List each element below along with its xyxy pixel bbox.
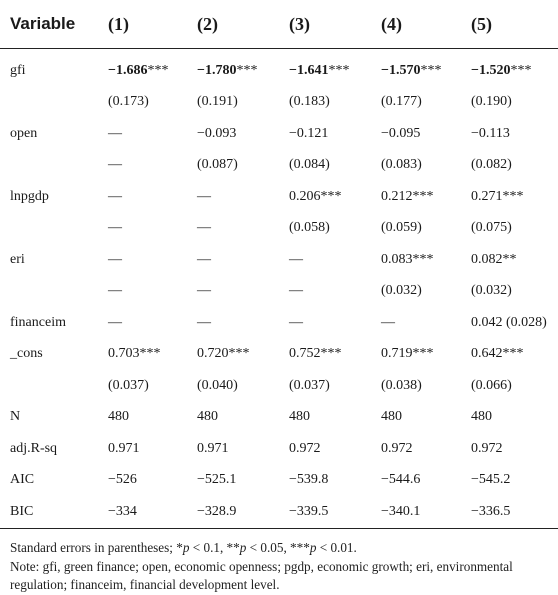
table-cell: 0.082** (471, 251, 517, 267)
table-cell: 0.271*** (471, 188, 524, 204)
table-row (0, 496, 558, 528)
table-cell: −1.780*** (197, 62, 258, 78)
table-cell: 0.971 (108, 440, 140, 456)
table-cell: 480 (108, 409, 129, 425)
header-model-2: (2) (187, 0, 279, 49)
table-cell: 0.212*** (381, 188, 434, 204)
row-label: N (10, 409, 21, 425)
header-model-4: (4) (371, 0, 461, 49)
table-row (0, 465, 558, 497)
table-row (0, 307, 558, 339)
table-cell: (0.177) (381, 94, 422, 110)
table-cell: −334 (98, 496, 187, 528)
table-cell: −1.641*** (289, 62, 350, 78)
table-cell: 0.720*** (197, 346, 250, 362)
row-label (0, 276, 98, 308)
table-cell: — (108, 220, 122, 236)
table-cell: −525.1 (197, 472, 237, 488)
table-cell: (0.032) (381, 283, 422, 299)
significance-note: Standard errors in parentheses; *p < 0.1, **p < 0.05, ***p < 0.01. (10, 540, 357, 555)
table-cell: — (197, 220, 211, 236)
table-row (0, 276, 558, 308)
header-model-5: (5) (461, 0, 558, 49)
table-cell: 0.972 (381, 440, 413, 456)
table-cell: 0.206*** (289, 188, 342, 204)
table-cell: — (289, 314, 303, 330)
table-row (0, 339, 558, 371)
table-body (0, 49, 558, 529)
table-cell: (0.038) (381, 377, 422, 393)
table-cell: −328.9 (187, 496, 279, 528)
table-cell: (0.191) (197, 94, 238, 110)
table-cell: 0.719*** (381, 346, 434, 362)
row-label: BIC (0, 496, 98, 528)
table-cell: −336.5 (461, 496, 558, 528)
header-model-3: (3) (279, 0, 371, 49)
table-cell: −539.8 (289, 472, 329, 488)
table-row (0, 87, 558, 119)
table-cell: — (289, 251, 303, 267)
table-cell: (0.082) (471, 157, 512, 173)
table-cell: (0.173) (108, 94, 149, 110)
table-cell: −340.1 (371, 496, 461, 528)
table-cell: 480 (197, 409, 218, 425)
table-notes (10, 539, 555, 595)
table-cell: −0.121 (289, 125, 329, 141)
table-cell: (0.084) (289, 157, 330, 173)
row-label: financeim (10, 314, 66, 330)
table-cell: 0.972 (289, 440, 321, 456)
table-cell: — (197, 314, 211, 330)
table-cell: — (108, 283, 122, 299)
table-cell: — (108, 251, 122, 267)
table-cell: (0.037) (289, 377, 330, 393)
table-cell: — (197, 188, 211, 204)
header-variable: Variable (0, 0, 98, 49)
table-cell: 0.083*** (381, 251, 434, 267)
table-row (0, 213, 558, 245)
table-cell: −1.686*** (108, 62, 169, 78)
table-cell: 0.642*** (471, 346, 524, 362)
row-label (0, 213, 98, 245)
row-label: _cons (10, 346, 43, 362)
table-cell: — (381, 314, 395, 330)
table-cell: 480 (289, 409, 310, 425)
table-row (0, 244, 558, 276)
table-cell: −1.570*** (381, 62, 442, 78)
table-cell: 480 (381, 409, 402, 425)
table-cell: (0.040) (197, 377, 238, 393)
table-cell: (0.183) (289, 94, 330, 110)
table-cell: 0.972 (471, 440, 503, 456)
row-label: lnpgdp (10, 188, 49, 204)
row-label: adj.R-sq (10, 440, 58, 456)
table-cell: −0.095 (381, 125, 421, 141)
table-cell: 480 (471, 409, 492, 425)
table-cell: — (108, 188, 122, 204)
table-cell: −544.6 (381, 472, 421, 488)
table-cell: (0.075) (471, 220, 512, 236)
table-row (0, 370, 558, 402)
row-label (0, 150, 98, 182)
table-cell: −0.113 (471, 125, 510, 141)
table-cell: 0.752*** (289, 346, 342, 362)
table-row (0, 150, 558, 182)
table-cell: −545.2 (471, 472, 511, 488)
table-cell: — (108, 125, 122, 141)
table-cell: (0.083) (381, 157, 422, 173)
table-row (0, 118, 558, 150)
table-cell: (0.066) (471, 377, 512, 393)
table-cell: 0.971 (197, 440, 229, 456)
variable-definitions-note: Note: gfi, green finance; open, economic openness; pgdp, economic growth; eri, environmental regulation; financeim, financial development level. (10, 558, 513, 592)
table-cell: — (108, 314, 122, 330)
table-cell: (0.190) (471, 94, 512, 110)
table-header-row (0, 0, 558, 49)
header-model-1: (1) (98, 0, 187, 49)
table-row (0, 181, 558, 213)
row-label (0, 370, 98, 402)
table-cell: (0.032) (471, 283, 512, 299)
table-cell: −526 (108, 472, 137, 488)
table-cell: −339.5 (279, 496, 371, 528)
table-cell: — (289, 283, 303, 299)
table-cell: (0.037) (108, 377, 149, 393)
row-label: eri (10, 251, 25, 267)
table-cell: −1.520*** (471, 62, 532, 78)
table-cell: 0.703*** (108, 346, 161, 362)
table-cell: — (108, 157, 122, 173)
row-label: gfi (10, 62, 26, 78)
table-cell: (0.087) (197, 157, 238, 173)
table-cell: (0.059) (381, 220, 422, 236)
table-row (0, 433, 558, 465)
table-cell: 0.042 (0.028) (471, 314, 547, 330)
row-label: open (10, 125, 38, 141)
table-cell: — (197, 251, 211, 267)
table-row (0, 402, 558, 434)
table-cell: −0.093 (197, 125, 237, 141)
table-cell: (0.058) (289, 220, 330, 236)
row-label (0, 87, 98, 119)
row-label: AIC (10, 472, 35, 488)
table-cell: — (197, 283, 211, 299)
table-row (0, 49, 558, 87)
